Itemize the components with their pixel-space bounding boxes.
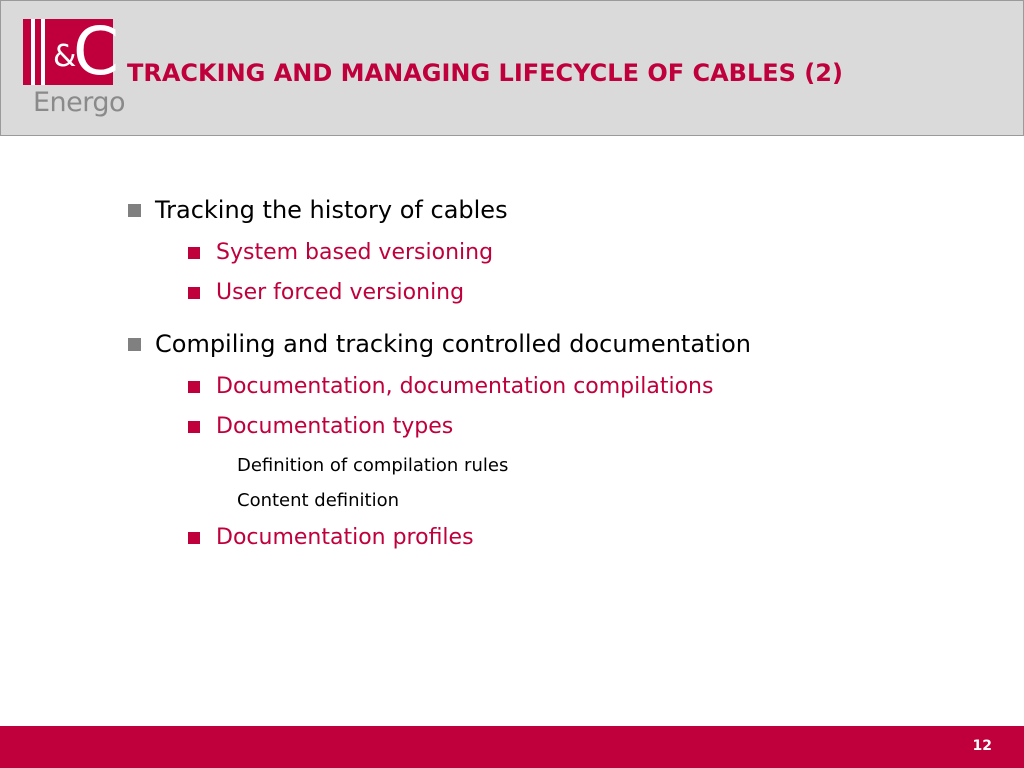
item-label: Tracking the history of cables — [155, 196, 508, 224]
bullet-item-level2 — [188, 240, 493, 265]
item-label: Documentation profiles — [216, 525, 474, 550]
item-label: Definition of compilation rules — [237, 455, 509, 476]
slide-footer — [0, 726, 1024, 768]
square-bullet-icon — [128, 204, 141, 217]
slide-title: TRACKING AND MANAGING LIFECYCLE OF CABLES (2) — [127, 59, 843, 87]
bullet-item-level2 — [188, 414, 453, 439]
sub-item-level3 — [237, 455, 508, 476]
logo-letter-c: C — [73, 13, 120, 90]
bullet-item-level2 — [188, 374, 713, 399]
item-label: System based versioning — [216, 240, 494, 265]
bullet-item-level1 — [128, 196, 508, 224]
square-bullet-icon — [188, 247, 200, 259]
square-bullet-icon — [188, 381, 200, 393]
bullet-item-level1 — [128, 330, 751, 358]
item-label: Compiling and tracking controlled documentation — [155, 330, 751, 358]
logo-text: Energo — [33, 87, 126, 118]
bullet-item-level2 — [188, 525, 474, 550]
item-label: User forced versioning — [216, 280, 465, 305]
square-bullet-icon — [128, 338, 141, 351]
square-bullet-icon — [188, 287, 200, 299]
item-label: Documentation, documentation compilations — [216, 374, 714, 399]
item-label: Content definition — [237, 490, 400, 511]
sub-item-level3 — [237, 490, 399, 511]
square-bullet-icon — [188, 532, 200, 544]
item-label: Documentation types — [216, 414, 454, 439]
page-number: 12 — [972, 738, 992, 754]
logo-ampersand: & — [53, 39, 77, 74]
bullet-item-level2 — [188, 280, 464, 305]
square-bullet-icon — [188, 421, 200, 433]
